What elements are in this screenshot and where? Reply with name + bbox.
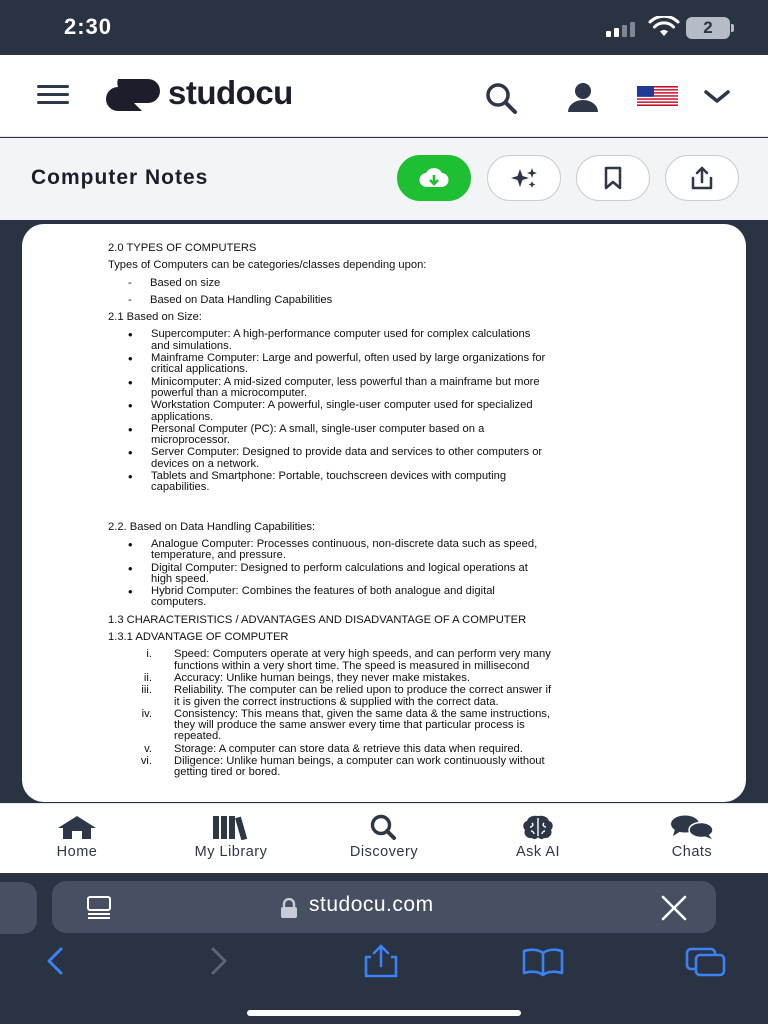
site-header	[0, 55, 768, 137]
list-item: • Mainframe Computer: Large and powerful, often used by large organizations for critical applications.	[108, 353, 668, 376]
list-item: vi. Diligence: Unlike human beings, a computer can work continuously without getting tired or bored.	[140, 754, 545, 779]
search-icon[interactable]	[482, 79, 520, 117]
list-item: i. Speed: Computers operate at very high speeds, and can perform very many functions within a very short time. The speed is measured in millisecond	[146, 648, 551, 672]
us-flag-icon[interactable]	[637, 86, 678, 106]
category-item: - Based on size	[108, 278, 668, 289]
bookmark-button[interactable]	[576, 155, 650, 201]
forward-icon[interactable]	[198, 943, 238, 979]
nav-my-library-label: My Library	[194, 844, 268, 860]
heading-advantage: 1.3.1 ADVANTAGE OF COMPUTER	[108, 631, 289, 644]
url-text[interactable]: studocu.com	[309, 893, 434, 916]
home-indicator	[247, 1010, 521, 1016]
list-item: • Hybrid Computer: Combines the features of both analogue and digital computers.	[108, 586, 668, 609]
list-item: • Analogue Computer: Processes continuous, non-discrete data such as speed, temperature, and pressure.	[108, 539, 668, 562]
nav-discovery[interactable]	[324, 814, 444, 860]
hamburger-menu-icon[interactable]	[37, 85, 69, 107]
heading-characteristics: 1.3 CHARACTERISTICS / ADVANTAGES AND DISADVANTAGE OF A COMPUTER	[108, 613, 527, 626]
list-item: • Personal Computer (PC): A small, single-user computer based on a microprocessor.	[108, 424, 668, 447]
document-title: Computer Notes	[31, 166, 209, 189]
download-button[interactable]	[397, 155, 471, 201]
nav-ask-ai[interactable]	[478, 814, 598, 860]
nav-home[interactable]	[17, 814, 137, 860]
document-toolbar	[0, 138, 768, 220]
library-books-icon	[210, 814, 252, 840]
share-button[interactable]	[665, 155, 739, 201]
battery-level: 2	[703, 18, 713, 37]
user-account-icon[interactable]	[564, 79, 602, 117]
share-icon	[689, 165, 715, 191]
heading-types-of-computers: 2.0 TYPES OF COMPUTERS	[108, 242, 257, 254]
list-item: • Workstation Computer: A powerful, single-user computer used for specialized applications.	[108, 400, 668, 423]
list-item: • Server Computer: Designed to provide data and services to other computers or devices on a network.	[108, 447, 668, 470]
share-sheet-icon[interactable]	[361, 943, 401, 979]
chevron-down-icon[interactable]	[702, 85, 732, 107]
discovery-search-icon	[363, 814, 405, 840]
list-item: iv. Consistency: This means that, given the same data & the same instructions, they will produce the same answer every time that particular process is repeated.	[141, 707, 551, 743]
list-item: • Supercomputer: A high-performance computer used for complex calculations and simulations.	[108, 329, 668, 352]
nav-chats-label: Chats	[671, 844, 713, 860]
studocu-wordmark[interactable]: studocu	[168, 74, 293, 111]
advantages-list	[108, 649, 668, 778]
list-item: ii. Accuracy: Unlike human beings, they never make mistakes.	[143, 671, 470, 684]
nav-my-library[interactable]	[171, 814, 291, 860]
data-handling-list	[108, 539, 668, 609]
document-page	[22, 224, 746, 802]
sparkle-icon	[509, 166, 539, 190]
studocu-logo-icon[interactable]	[104, 77, 162, 115]
list-item: • Tablets and Smartphone: Portable, touchscreen devices with computing capabilities.	[108, 471, 668, 494]
heading-data-handling: 2.2. Based on Data Handling Capabilities:	[108, 520, 316, 533]
brain-icon	[517, 814, 559, 840]
tabs-overview-icon[interactable]	[684, 943, 728, 979]
status-time: 2:30	[64, 14, 113, 39]
battery-icon	[686, 17, 734, 39]
bookmarks-book-icon[interactable]	[521, 943, 565, 979]
intro-paragraph: Types of Computers can be categories/classes depending upon:	[108, 259, 427, 272]
size-list	[108, 329, 668, 493]
list-item: iii. Reliability. The computer can be relied upon to produce the correct answer if it is given the correct instructions & supplied with the correct data.	[141, 684, 552, 708]
previous-tab-peek[interactable]	[0, 882, 37, 934]
reader-mode-icon[interactable]	[86, 895, 114, 919]
cellular-signal-icon	[606, 22, 635, 37]
nav-discovery-label: Discovery	[349, 844, 419, 860]
bookmark-icon	[602, 166, 624, 190]
wifi-icon	[648, 16, 680, 38]
lock-icon	[280, 898, 298, 918]
address-bar[interactable]	[52, 881, 716, 933]
list-item: v. Storage: A computer can store data & retrieve this data when required.	[144, 742, 523, 755]
home-icon	[56, 814, 98, 840]
heading-based-on-size: 2.1 Based on Size:	[108, 311, 202, 324]
bottom-navigation	[0, 803, 768, 873]
close-icon[interactable]	[660, 895, 688, 921]
nav-ask-ai-label: Ask AI	[515, 844, 561, 860]
browser-chrome	[0, 873, 768, 1024]
nav-home-label: Home	[56, 844, 98, 860]
document-body	[108, 243, 668, 780]
chat-bubbles-icon	[668, 814, 716, 840]
category-list	[108, 278, 668, 307]
nav-chats[interactable]	[632, 814, 752, 860]
back-icon[interactable]	[36, 943, 76, 979]
ai-sparkle-button[interactable]	[487, 155, 561, 201]
category-item: - Based on Data Handling Capabilities	[108, 295, 668, 306]
status-bar	[0, 0, 768, 55]
list-item: • Minicomputer: A mid-sized computer, less powerful than a mainframe but more powerful than a microcomputer.	[108, 377, 668, 400]
list-item: • Digital Computer: Designed to perform calculations and logical operations at high speed.	[108, 563, 668, 586]
cloud-download-icon	[419, 167, 449, 189]
